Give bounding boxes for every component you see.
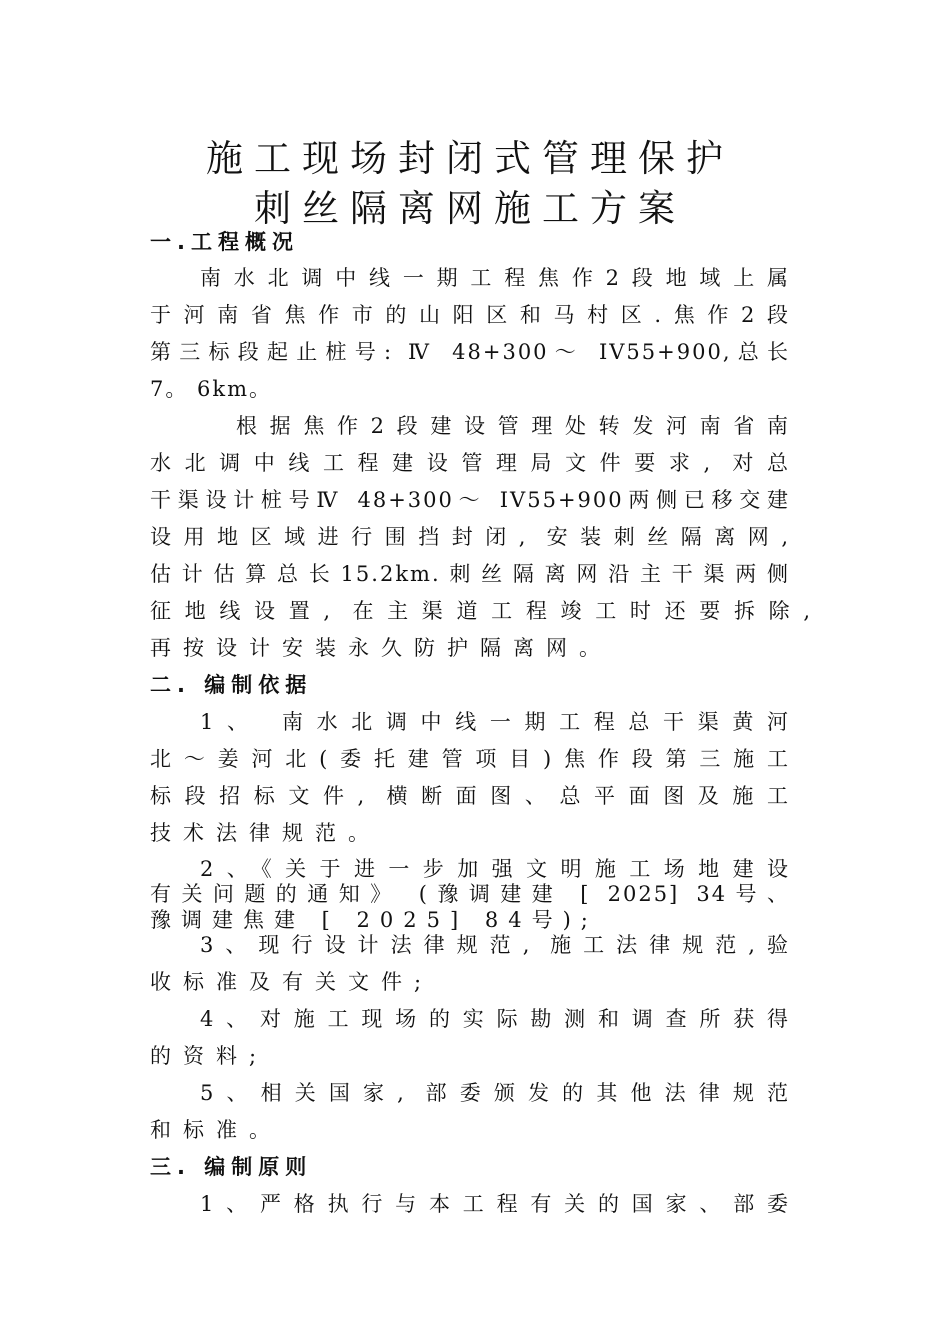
section-heading-overview: 一.工程概况 [150,230,299,254]
paragraph-line: 技术法律规范。 [150,821,381,845]
paragraph-line: 标段招标文件, 横断面图、总平面图及施工 [150,784,790,808]
paragraph-line: 征地线设置, 在主渠道工程竣工时还要拆除, [150,599,812,623]
paragraph-line: 北～姜河北(委托建管项目)焦作段第三施工 [150,747,790,771]
paragraph-line: 有关问题的通知》 (豫调建建 [ 2025] 34号、 [150,882,790,906]
paragraph-line: 豫调建焦建 [ 2025] 84号); [150,908,598,932]
paragraph-line: 再按设计安装永久防护隔离网。 [150,636,612,660]
paragraph-line: 1、 南水北调中线一期工程总干渠黄河 [200,710,790,734]
paragraph-line: 3、现行设计法律规范, 施工法律规范,验 [200,933,790,957]
paragraph-line: 估计估算总长15.2km.刺丝隔离网沿主干渠两侧 [150,562,790,586]
paragraph-line: 第三标段起止桩号: Ⅳ 48+300～ IV55+900,总长 [150,340,790,364]
paragraph-line: 2、《关于进一步加强文明施工场地建设 [200,857,790,881]
paragraph-line: 水北调中线工程建设管理局文件要求, 对总 [150,451,790,475]
paragraph-line: 1、严格执行与本工程有关的国家、部委 [200,1192,790,1216]
paragraph-line: 南水北调中线一期工程焦作2段地域上属 [200,266,790,290]
paragraph-line: 干渠设计桩号Ⅳ 48+300～ IV55+900两侧已移交建 [150,488,790,512]
paragraph-line: 和标准。 [150,1118,282,1142]
section-heading-basis: 二. 编制依据 [150,673,313,697]
paragraph-line: 5、相关国家, 部委颁发的其他法律规范 [200,1081,790,1105]
document-title-line-2: 刺丝隔离网施工方案 [254,187,686,230]
section-heading-principles: 三. 编制原则 [150,1155,313,1179]
paragraph-line: 4、对施工现场的实际勘测和调查所获得 [200,1007,790,1031]
paragraph-line: 7。 6km。 [150,377,273,401]
paragraph-line: 收标准及有关文件; [150,970,434,994]
document-title-line-1: 施工现场封闭式管理保护 [206,137,734,180]
paragraph-line: 的资料; [150,1044,269,1068]
paragraph-line: 于河南省焦作市的山阳区和马村区.焦作2段 [150,303,790,327]
paragraph-line: 根据焦作2段建设管理处转发河南省南 [236,414,790,438]
paragraph-line: 设用地区域进行围挡封闭, 安装刺丝隔离网, [150,525,790,549]
